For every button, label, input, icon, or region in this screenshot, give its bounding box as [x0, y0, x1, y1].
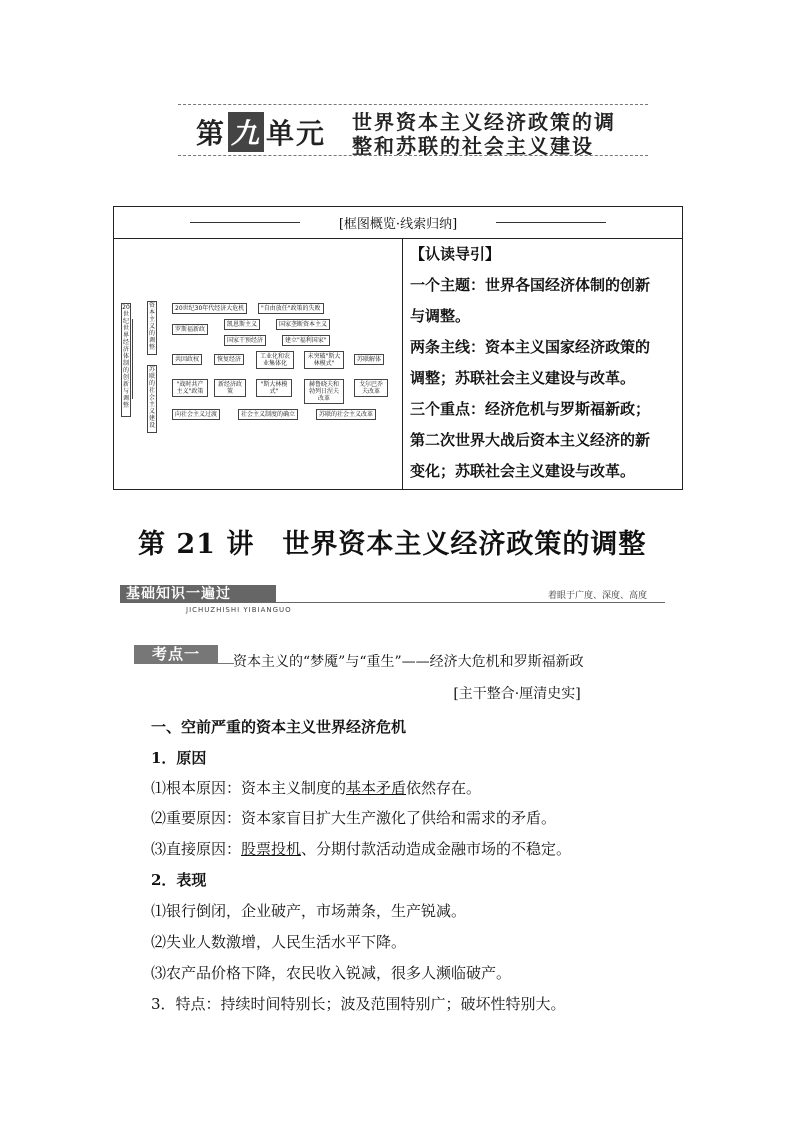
diagram-connector — [132, 319, 133, 399]
direct-cause-a: ⑶直接原因： — [151, 840, 242, 858]
diagram-s3: 工业化和农业集体化 — [256, 351, 294, 369]
kaodian-title: 资本主义的“梦魇”与“重生”——经济大危机和罗斯福新政 — [233, 654, 584, 670]
framework-box — [113, 206, 683, 490]
diagram-s6: "战时共产主义"政策 — [172, 379, 208, 397]
diagram-b1: 向社会主义过渡 — [172, 409, 220, 420]
diagram-n1: 20世纪30年代经济大危机 — [172, 303, 247, 314]
heading-1: 一、空前严重的资本主义世界经济危机 — [151, 718, 407, 736]
guide-focus — [410, 394, 680, 425]
unit-suffix: 单元 — [266, 117, 327, 150]
item-direct-cause — [151, 838, 571, 859]
item-perf-2: ⑵失业人数激增，人民生活水平下降。 — [151, 933, 407, 951]
root-cause-a: ⑴根本原因：资本主义制度的 — [151, 779, 347, 797]
diagram-n2: "自由放任"政策的失败 — [258, 303, 324, 314]
direct-cause-underline: 股票投机 — [241, 840, 302, 858]
root-cause-underline: 基本矛盾 — [346, 779, 407, 797]
guide-theme-cont: 与调整。 — [410, 307, 471, 325]
guide-focus-label: 三个重点 — [410, 400, 471, 418]
root-cause-b: 依然存在。 — [406, 779, 482, 797]
banner-note: 着眼于广度、深度、高度 — [548, 591, 648, 601]
kaodian-label: 考点一 — [134, 645, 218, 663]
section-banner: 基础知识一遍过 — [120, 585, 276, 603]
diagram-s8: "斯大林模式" — [256, 379, 292, 397]
unit-prefix: 第 — [196, 117, 227, 150]
diagram-s4: 未突破"斯大林模式" — [304, 351, 344, 369]
diagram-b2: 社会主义制度的确立 — [238, 409, 298, 420]
guide-lines-text: ：资本主义国家经济政策的 — [470, 338, 651, 356]
guide-focus-text: ：经济危机与罗斯福新政； — [470, 400, 651, 418]
guide-lines-cont: 调整；苏联社会主义建设与改革。 — [410, 369, 636, 387]
diagram-b3: 苏联的社会主义改革 — [316, 409, 376, 420]
guide-theme-text: ：世界各国经济体制的创新 — [470, 276, 651, 294]
unit-label — [196, 112, 326, 152]
item-performance: 2．表现 — [151, 871, 207, 889]
item-important-cause: ⑵重要原因：资本家盲目扩大生产激化了供给和需求的矛盾。 — [151, 809, 557, 827]
diagram-n7: 建立"福利国家" — [282, 335, 330, 346]
header-rule-top — [178, 104, 648, 105]
diagram-s1: 共因政权 — [172, 354, 202, 365]
framework-header — [114, 207, 682, 239]
diagram-n6: 国家干预经济 — [224, 335, 266, 346]
kaodian-rule — [134, 663, 234, 664]
guide-title: 【认读导引】 — [410, 245, 501, 263]
kaodian-sub-text: [主干整合·厘清史实] — [453, 686, 581, 702]
item-perf-1: ⑴银行倒闭，企业破产，市场萧条，生产锐减。 — [151, 902, 467, 920]
kaodian-sub — [0, 683, 794, 703]
item-root-cause — [151, 777, 481, 798]
direct-cause-b: 、分期付款活动造成金融市场的不稳定。 — [301, 840, 572, 858]
framework-diagram — [114, 239, 403, 489]
unit-title-line2: 整和苏联的社会主义建设 — [352, 134, 594, 158]
header-dash-right — [496, 222, 606, 223]
reading-guide — [410, 239, 680, 487]
banner-pinyin: JICHUZHISHI YIBIANGUO — [186, 606, 292, 614]
diagram-s10: 戈尔巴乔夫改革 — [354, 379, 388, 397]
banner-rule — [120, 602, 665, 603]
diagram-root: 20世纪世界经济体制的创新与调整 — [121, 303, 131, 417]
item-perf-3: ⑶农产品价格下降，农民收入锐减，很多人濒临破产。 — [151, 964, 512, 982]
unit-number: 九 — [228, 112, 264, 152]
guide-lines — [410, 332, 680, 363]
item-reason: 1．原因 — [151, 749, 207, 767]
framework-heading: [框图概览·线索归纳] — [338, 217, 458, 232]
lesson-title: 第 21 讲 世界资本主义经济政策的调整 — [138, 529, 647, 560]
diagram-n5: 国家垄断资本主义 — [276, 319, 330, 330]
diagram-n3: 罗斯福新政 — [172, 324, 208, 335]
guide-theme — [410, 270, 680, 301]
diagram-branch1: 资本主义的调整 — [147, 301, 157, 355]
diagram-n4: 凯恩斯主义 — [224, 319, 260, 330]
diagram-s7: 新经济政策 — [214, 379, 246, 397]
diagram-s9: 赫鲁晓夫和勃列日涅夫改革 — [304, 379, 344, 404]
guide-lines-label: 两条主线 — [410, 338, 471, 356]
guide-focus-cont2: 变化；苏联社会主义建设与改革。 — [410, 462, 636, 480]
guide-focus-cont1: 第二次世界大战后资本主义经济的新 — [410, 431, 651, 449]
unit-title-line1: 世界资本主义经济政策的调 — [352, 110, 616, 134]
guide-theme-label: 一个主题 — [410, 276, 471, 294]
diagram-branch2: 苏联的社会主义建设 — [147, 365, 157, 433]
diagram-s5: 苏联解体 — [354, 354, 384, 365]
item-features: 3．特点：持续时间特别长；波及范围特别广；破坏性特别大。 — [151, 995, 566, 1013]
diagram-s2: 恢复经济 — [214, 354, 244, 365]
